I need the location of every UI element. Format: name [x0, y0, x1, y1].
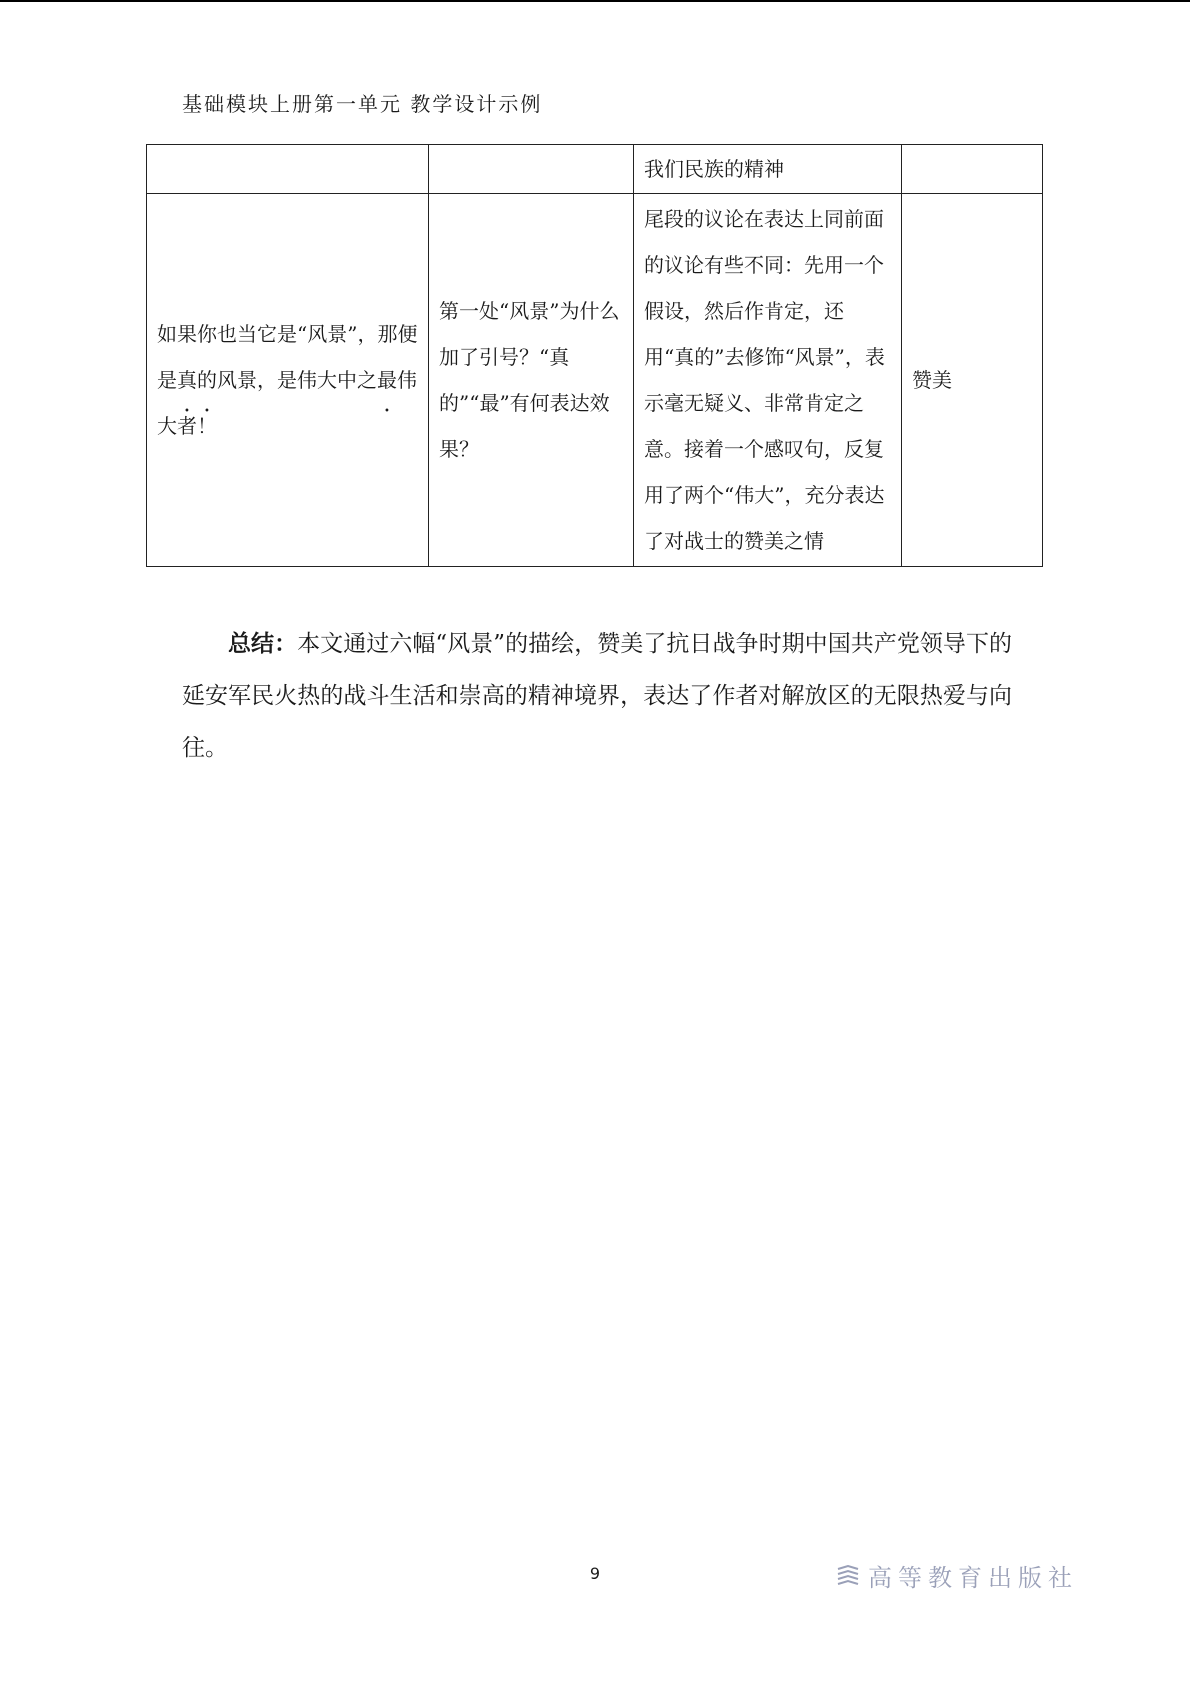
quote-cell — [147, 194, 429, 567]
emphasis-char: 的 — [197, 368, 217, 392]
quote-text: 伟大者！ — [157, 368, 417, 438]
publisher-logo-icon — [836, 1565, 860, 1587]
summary-label: 总结： — [228, 631, 298, 657]
table-row — [147, 194, 1043, 567]
analysis-cell: 尾段的议论在表达上同前面的议论有些不同：先用一个假设，然后作肯定，还用“真的”去修饰“风景”，表示毫无疑义、非常肯定之意。接着一个感叹句，反复用了两个“伟大”，充分表达了对战士的赞美之情 — [634, 194, 902, 567]
page-number: 9 — [589, 1564, 601, 1583]
table-cell — [429, 145, 634, 194]
table-cell — [147, 145, 429, 194]
emotion-cell: 赞美 — [902, 194, 1043, 567]
publisher-mark — [836, 1558, 1078, 1593]
question-cell: 第一处“风景”为什么加了引号？“真的”“最”有何表达效果？ — [429, 194, 634, 567]
table-row — [147, 145, 1043, 194]
table-cell — [902, 145, 1043, 194]
emphasis-char: 真 — [177, 368, 197, 392]
top-rule — [0, 0, 1190, 2]
emphasis-char: 最 — [377, 368, 397, 392]
quote-text: 如果你也当它是“风景”，那便是 — [157, 322, 418, 392]
summary-text: 本文通过六幅“风景”的描绘，赞美了抗日战争时期中国共产党领导下的延安军民火热的战斗生活和崇高的精神境界，表达了作者对解放区的无限热爱与向往。 — [182, 631, 1012, 761]
lesson-table — [146, 144, 1043, 567]
table-cell: 我们民族的精神 — [634, 145, 902, 194]
page-header: 基础模块上册第一单元 教学设计示例 — [182, 92, 543, 116]
quote-text: 风景，是伟大中之 — [217, 368, 377, 392]
summary-paragraph — [182, 618, 1012, 774]
publisher-name: 高等教育出版社 — [868, 1564, 1078, 1592]
